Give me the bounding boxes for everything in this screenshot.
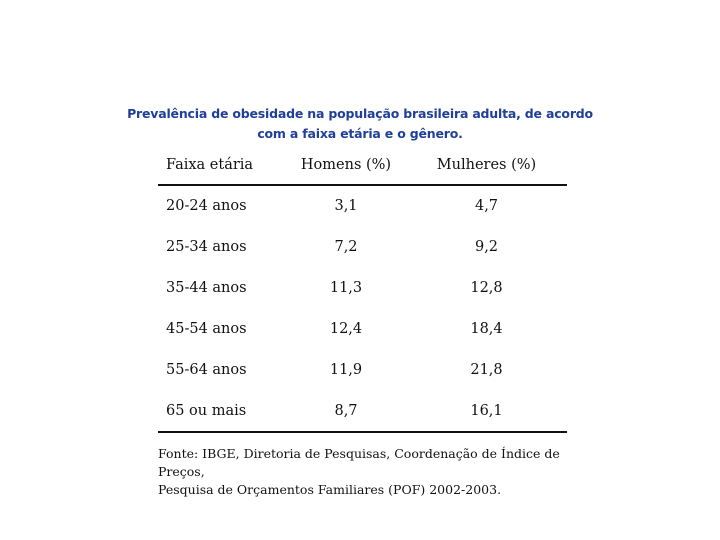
title-line-2: com a faixa etária e o gênero. bbox=[257, 126, 463, 141]
table-row bbox=[158, 185, 567, 226]
cell-men: 7,2 bbox=[334, 238, 358, 255]
table-row bbox=[158, 390, 567, 431]
source-line-1: Fonte: IBGE, Diretoria de Pesquisas, Coordenação de Índice de Preços, bbox=[158, 446, 560, 479]
header-age-group: Faixa etária bbox=[166, 157, 254, 173]
table-title bbox=[100, 104, 620, 144]
cell-women: 18,4 bbox=[470, 320, 503, 337]
cell-age-group: 25-34 anos bbox=[166, 238, 247, 255]
cell-age-group: 55-64 anos bbox=[166, 361, 247, 378]
cell-men: 3,1 bbox=[334, 198, 358, 214]
table-bottom-rule bbox=[158, 431, 567, 433]
cell-age-group: 20-24 anos bbox=[166, 198, 247, 214]
cell-age-group: 45-54 anos bbox=[166, 320, 247, 337]
source-line-2: Pesquisa de Orçamentos Familiares (POF) 2002-2003. bbox=[158, 482, 502, 497]
table-row bbox=[158, 267, 567, 308]
cell-men: 11,9 bbox=[329, 361, 363, 378]
cell-women: 12,8 bbox=[470, 279, 503, 296]
source-note bbox=[158, 445, 598, 499]
cell-women: 4,7 bbox=[474, 198, 499, 214]
cell-women: 16,1 bbox=[470, 402, 503, 419]
table-header-row bbox=[158, 146, 567, 185]
obesity-prevalence-table bbox=[158, 146, 567, 431]
cell-women: 9,2 bbox=[474, 238, 499, 255]
header-women: Mulheres (%) bbox=[436, 157, 537, 173]
table-row bbox=[158, 308, 567, 349]
cell-women: 21,8 bbox=[470, 361, 503, 378]
cell-age-group: 65 ou mais bbox=[166, 402, 247, 419]
cell-men: 12,4 bbox=[329, 320, 363, 337]
cell-age-group: 35-44 anos bbox=[166, 279, 247, 296]
title-line-1: Prevalência de obesidade na população brasileira adulta, de acordo bbox=[127, 106, 593, 121]
table-row bbox=[158, 349, 567, 390]
cell-men: 8,7 bbox=[334, 402, 358, 419]
table-row bbox=[158, 226, 567, 267]
cell-men: 11,3 bbox=[329, 279, 363, 296]
header-men: Homens (%) bbox=[300, 157, 392, 173]
